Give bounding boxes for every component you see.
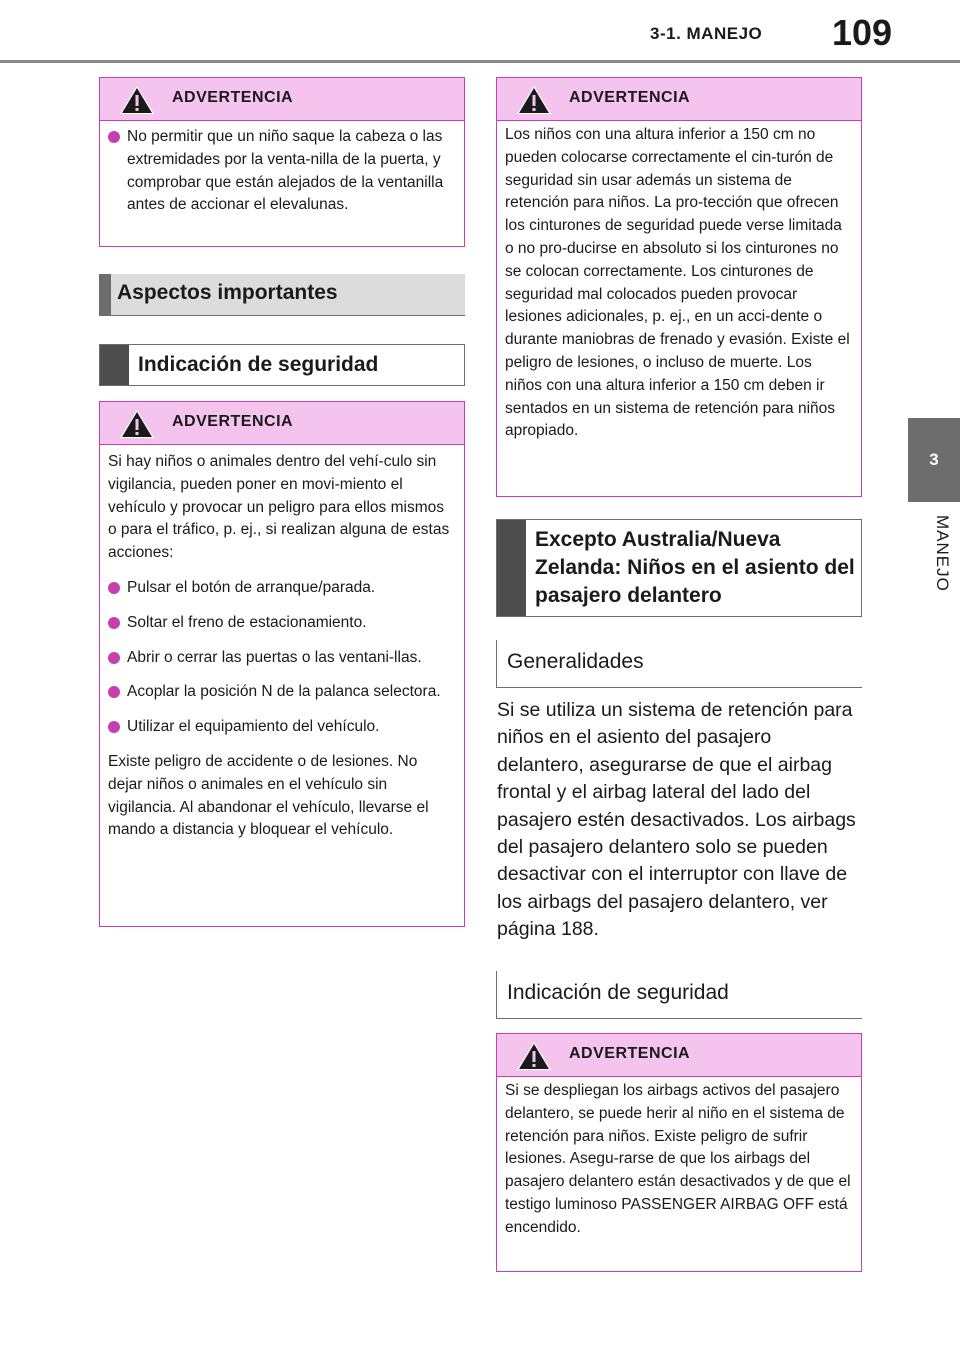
list-item: No permitir que un niño saque la cabeza o las extremidades por la venta-nilla de la puerta, y comprobar que están alejados de la ventanilla antes de accionar el elevalunas. bbox=[108, 126, 456, 217]
heading-text: Aspectos importantes bbox=[117, 281, 338, 304]
warning-body bbox=[497, 121, 861, 451]
heading-excepto-australia bbox=[496, 519, 862, 617]
bullet-dot-icon bbox=[108, 582, 120, 594]
heading-indicacion-left bbox=[99, 344, 465, 386]
heading-indicacion-right bbox=[496, 971, 862, 1019]
warning-title: ADVERTENCIA bbox=[569, 1045, 691, 1062]
bullet-dot-icon bbox=[108, 686, 120, 698]
list-item: Utilizar el equipamiento del vehículo. bbox=[108, 716, 456, 739]
bullet-dot-icon bbox=[108, 721, 120, 733]
list-item: Acoplar la posición N de la palanca selectora. bbox=[108, 681, 456, 704]
warning-title: ADVERTENCIA bbox=[172, 89, 294, 106]
heading-text: Generalidades bbox=[507, 650, 644, 673]
warning-title: ADVERTENCIA bbox=[569, 89, 691, 106]
warning-triangle-icon bbox=[119, 85, 155, 115]
warning-header bbox=[497, 78, 861, 121]
page-number: 109 bbox=[832, 12, 893, 53]
bullet-dot-icon bbox=[108, 617, 120, 629]
warning-box-window bbox=[99, 77, 465, 247]
warning-outro: Existe peligro de accidente o de lesiones. No dejar niños o animales en el vehículo sin vigilancia. Al abandonar el vehículo, llevarse el mando a distancia y bloquear el vehículo. bbox=[108, 752, 429, 839]
header-divider bbox=[0, 60, 960, 63]
list-item: Abrir o cerrar las puertas o las ventani-llas. bbox=[108, 647, 456, 670]
warning-box-seatbelt bbox=[496, 77, 862, 497]
section-title: 3-1. MANEJO bbox=[650, 24, 763, 43]
warning-box-airbag bbox=[496, 1033, 862, 1272]
chapter-label: MANEJO bbox=[933, 515, 952, 592]
heading-generalidades bbox=[496, 640, 862, 688]
warning-title: ADVERTENCIA bbox=[172, 413, 294, 430]
warning-triangle-icon bbox=[119, 409, 155, 439]
general-paragraph: Si se utiliza un sistema de retención para niños en el asiento del pasajero delantero, asegurarse de que el airbag frontal y el airbag lateral del lado del pasajero estén desactivados. Los airbags del pasajero delantero solo se pueden desactivar con el interruptor con llave de los airbags del pasajero delantero, ver página 188. bbox=[497, 699, 856, 941]
heading-text: Excepto Australia/Nueva Zelanda: Niños en el asiento del pasajero delantero bbox=[535, 528, 855, 607]
chapter-tab: 3 bbox=[908, 418, 960, 502]
warning-box-children-unattended bbox=[99, 401, 465, 927]
warning-triangle-icon bbox=[516, 85, 552, 115]
warning-body bbox=[100, 445, 464, 850]
warning-header bbox=[100, 78, 464, 121]
warning-body bbox=[497, 1077, 861, 1248]
warning-intro: Si hay niños o animales dentro del vehí-culo sin vigilancia, pueden poner en movi-miento el vehículo y provocar un peligro para ellos mismos o para el tráfico, p. ej., si realizan alguna de estas acciones: bbox=[108, 453, 450, 562]
list-item: Soltar el freno de estacionamiento. bbox=[108, 612, 456, 635]
warning-text: Los niños con una altura inferior a 150 cm no pueden colocarse correctamente el cin-turón de seguridad sin usar además un sistema de retención para niños. La pro-tección que ofrecen los cinturones de seguridad puede verse limitada o no pro-ducirse en absoluto si los cinturones no se colocan correctamente. Los cinturones de seguridad mal colocados pueden provocar lesiones adicionales, p. ej., en un acci-dente o durante maniobras de frenado y evasión. Existe el peligro de lesiones, o incluso de muerte. Los niños con una altura inferior a 150 cm deben ir sentados en un sistema de retención para niños apropiado. bbox=[505, 126, 850, 440]
list-item: Pulsar el botón de arranque/parada. bbox=[108, 577, 456, 600]
warning-header bbox=[497, 1034, 861, 1077]
warning-text: Si se despliegan los airbags activos del pasajero delantero, se puede herir al niño en el sistema de retención para niños. Existe peligro de sufrir lesiones. Asegu-rarse de que los airbags del pasajero delantero están desactivados y de que el testigo luminoso PASSENGER AIRBAG OFF está encendido. bbox=[505, 1082, 851, 1236]
heading-text: Indicación de seguridad bbox=[507, 981, 729, 1004]
bullet-dot-icon bbox=[108, 131, 120, 143]
bullet-dot-icon bbox=[108, 652, 120, 664]
warning-body bbox=[100, 121, 464, 237]
warning-triangle-icon bbox=[516, 1041, 552, 1071]
warning-header bbox=[100, 402, 464, 445]
heading-aspectos bbox=[99, 274, 465, 316]
heading-text: Indicación de seguridad bbox=[138, 353, 379, 376]
